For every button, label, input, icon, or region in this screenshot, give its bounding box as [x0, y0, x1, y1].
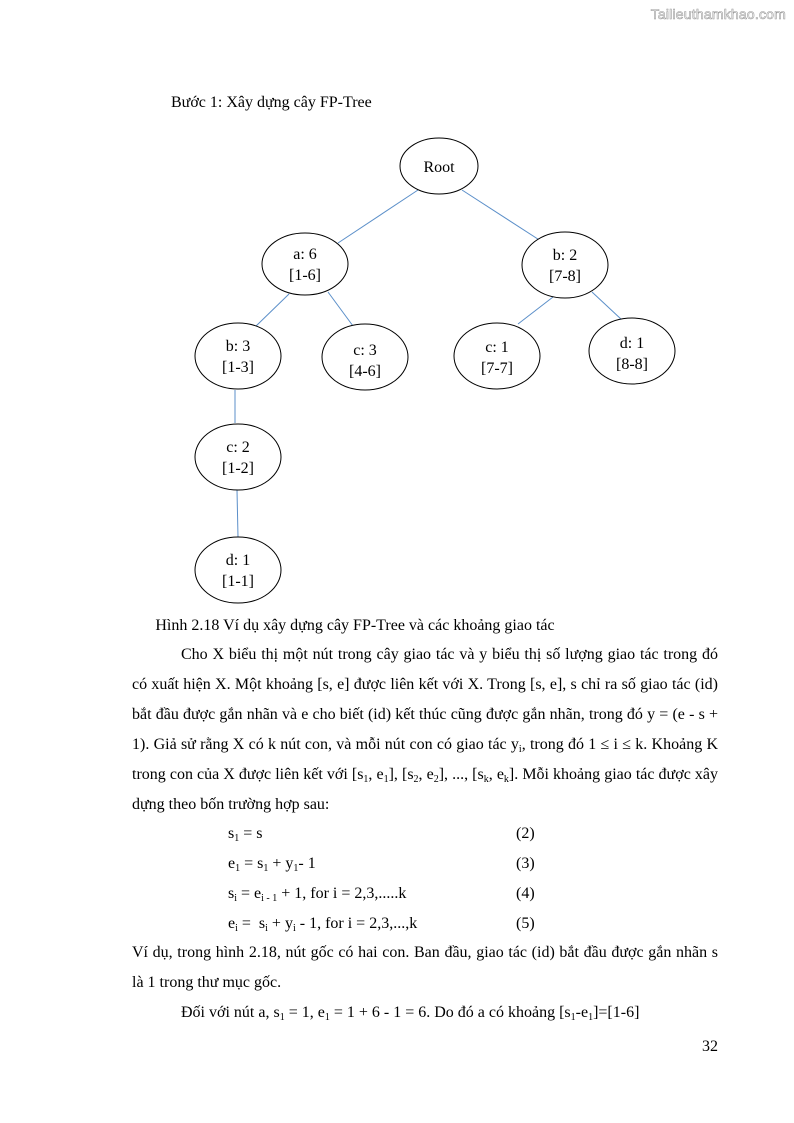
watermark: Tailieuthamkhao.com — [650, 6, 786, 22]
node-d-b-interval: [8-8] — [616, 356, 648, 373]
node-d-b-label: d: 1 — [619, 335, 645, 352]
node-c-b-interval: [7-7] — [481, 360, 513, 377]
node-b-top-interval: [7-8] — [549, 268, 581, 285]
formula-3: $e_1 = s_1 + y_1-$ 1 (3) — [228, 849, 316, 879]
edge-root-a — [338, 190, 418, 243]
paragraph-node-a: Đối với nút a, $s_1 = 1$, $e_1 = 1 + 6 - 1 = 6$. Do đó a có khoảng $[s_1-e_1]=[1-6]$ — [181, 1004, 640, 1023]
tree-node-b-top — [522, 232, 608, 298]
node-c-bb-label: c: 2 — [226, 439, 250, 456]
node-b-a-label: b: 3 — [225, 338, 251, 355]
equation-number: (2) — [516, 825, 535, 842]
edge-b-d — [592, 292, 622, 320]
edge-c2-d1 — [237, 490, 238, 537]
paragraph-example: Ví dụ, trong hình 2.18, nút gốc có hai con. Ban đầu, giao tác (id) bắt đầu được gắn nhãn s là 1 trong thư mục gốc. — [132, 944, 718, 991]
figure-caption: Hình 2.18 Ví dụ xây dựng cây FP-Tree và các khoảng giao tác — [155, 617, 555, 634]
node-c-bb-interval: [1-2] — [222, 460, 254, 477]
paragraph-definition: Cho X biểu thị một nút trong cây giao tác và y biểu thị số lượng giao tác trong đó có xuất hiện X. Một khoảng [s, e] được liên kết với X. Trong [s, e], s chỉ ra số giao tác (id) bắt đầu được gắn nhãn và e cho biết (id) kết thúc cũng được gắn nhãn, trong đó y = (e - s + 1). Giả sử rằng X có k nút con, và mỗi nút con có giao tác $y_i$, trong đó 1 ≤ i ≤ k. Khoảng K trong con của X được liên kết với [$s_1$, $e_1$], [$s_2$, $e_2$], ..., [$s_k$, $e_k$]. Mỗi khoảng giao tác được xây dựng theo bốn trường hợp sau: — [132, 646, 719, 813]
page-number: 32 — [702, 1038, 718, 1055]
node-a-label: a: 6 — [293, 246, 317, 263]
equation-number: (4) — [516, 885, 535, 902]
edge-a-c — [328, 292, 353, 326]
tree-node-b-under-a — [195, 323, 281, 389]
step-heading: Bước 1: Xây dựng cây FP-Tree — [171, 94, 372, 111]
node-c-a-label: c: 3 — [353, 342, 377, 359]
edge-b-c — [518, 297, 553, 324]
node-a-interval: [1-6] — [289, 267, 321, 284]
node-d-c-interval: [1-1] — [222, 573, 254, 590]
formula-4: $s_i = e_{i - 1} + 1$, for i = 2,3,.....k (4) — [228, 879, 406, 909]
formula-5: $e_i = s_i + y_i - 1$, for i = 2,3,...,k (5) — [228, 909, 417, 939]
node-b-a-interval: [1-3] — [222, 359, 254, 376]
tree-node-c-under-b3 — [195, 424, 281, 490]
node-b-top-label: b: 2 — [552, 247, 578, 264]
edge-root-b — [462, 190, 544, 243]
edge-a-b — [255, 294, 289, 327]
equation-number: (3) — [516, 855, 535, 872]
equation-number: (5) — [516, 915, 535, 932]
tree-node-a — [262, 233, 348, 295]
root-label: Root — [423, 159, 455, 176]
formula-2: $s_1 = s$ (2) — [228, 819, 262, 849]
node-c-a-interval: [4-6] — [349, 363, 381, 380]
node-c-b-label: c: 1 — [485, 339, 509, 356]
tree-node-d-under-c2 — [195, 537, 281, 603]
tree-node-c-under-b — [454, 323, 540, 389]
node-d-c-label: d: 1 — [225, 552, 251, 569]
